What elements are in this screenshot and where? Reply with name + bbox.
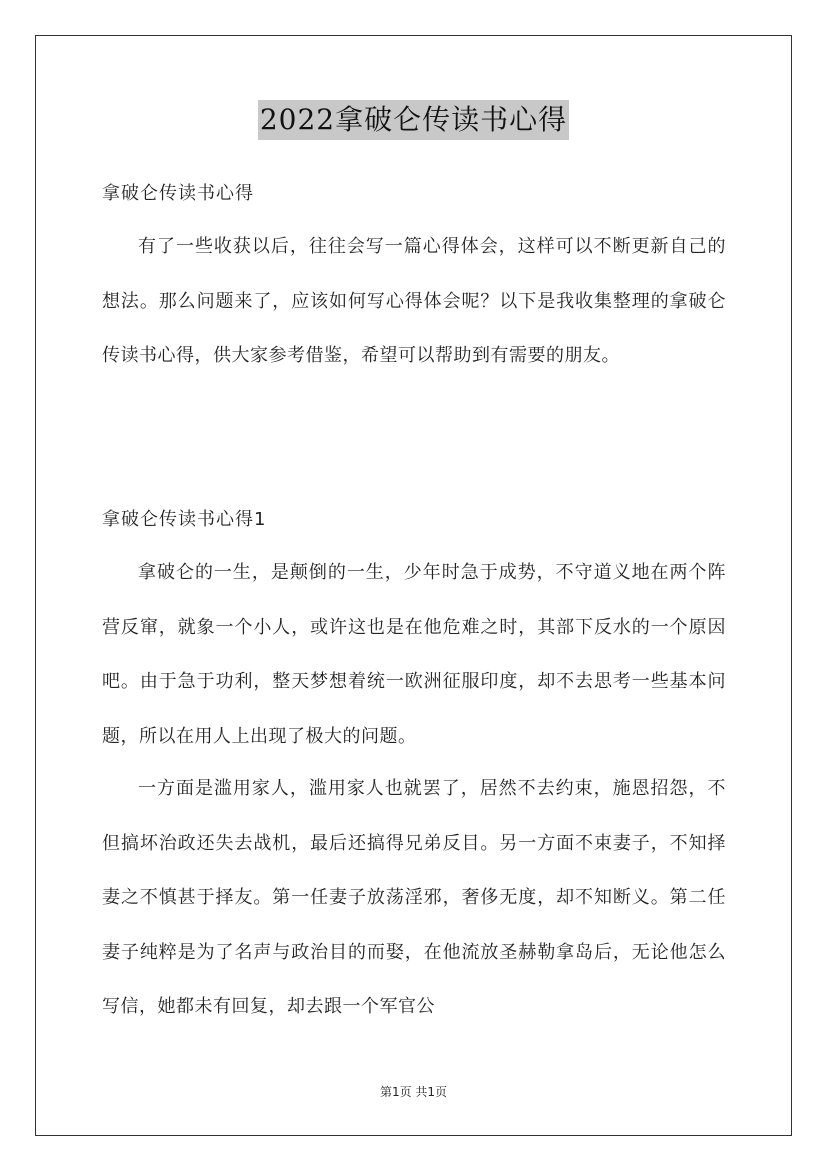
title-container (0, 100, 827, 140)
intro-paragraph: 有了一些收获以后，往往会写一篇心得体会，这样可以不断更新自己的想法。那么问题来了，应该如何写心得体会呢？以下是我收集整理的拿破仑传读书心得，供大家参考借鉴，希望可以帮助到有需要的朋友。 (102, 236, 726, 366)
section-1-paragraph-1: 拿破仑的一生，是颠倒的一生，少年时急于成势，不守道义地在两个阵营反窜，就象一个小人，或许这也是在他危难之时，其部下反水的一个原因吧。由于急于功利，整天梦想着统一欧洲征服印度，却不去思考一些基本问题，所以在用人上出现了极大的问题。 (102, 562, 726, 747)
document-title: 2022拿破仑传读书心得 (258, 100, 569, 140)
section-1-paragraph-2: 一方面是滥用家人，滥用家人也就罢了，居然不去约束，施恩招怨，不但搞坏治政还失去战机，最后还搞得兄弟反目。另一方面不束妻子，不知择妻之不慎甚于择友。第一任妻子放荡淫邪，奢侈无度，却不知断义。第二任妻子纯粹是为了名声与政治目的而娶，在他流放圣赫勒拿岛后，无论他怎么写信，她都未有回复，却去跟一个军官公 (102, 778, 726, 1017)
page-footer: 第1页 共1页 (379, 1085, 448, 1099)
section-1-heading: 拿破仑传读书心得1 (102, 509, 267, 530)
subtitle: 拿破仑传读书心得 (102, 183, 254, 204)
